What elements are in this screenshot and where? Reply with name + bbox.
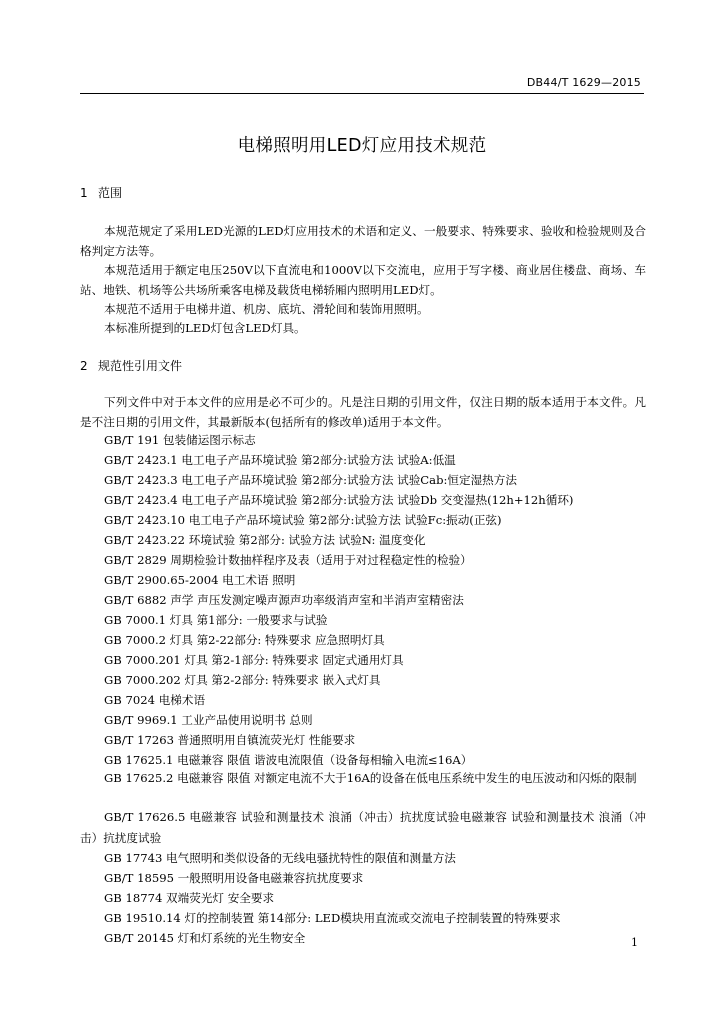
reference-item: GB 17743 电气照明和类似设备的无线电骚扰特性的限值和测量方法 — [104, 851, 456, 865]
section-1-paragraph: 本规范规定了采用LED光源的LED灯应用技术的术语和定义、一般要求、特殊要求、验收和检验规则及合格判定方法等。 — [80, 224, 646, 258]
reference-item: GB/T 191 包装储运图示标志 — [104, 433, 256, 447]
section-2-number: 2 — [80, 359, 88, 373]
reference-item-wrapped: GB 17625.2 电磁兼容 限值 对额定电流不大于16A的设备在低电压系统中发生的电压波动和闪烁的限制 — [104, 771, 637, 785]
reference-item-wrapped: GB/T 17626.5 电磁兼容 试验和测量技术 浪涌（冲击）抗扰度试验电磁兼容 试验和测量技术 浪涌（冲击）抗扰度试验 — [80, 810, 646, 845]
reference-item: GB 18774 双端荧光灯 安全要求 — [104, 891, 275, 905]
page-title: 电梯照明用LED灯应用技术规范 — [237, 136, 487, 156]
reference-item: GB/T 20145 灯和灯系统的光生物安全 — [104, 931, 306, 945]
reference-item: GB 19510.14 灯的控制装置 第14部分: LED模块用直流或交流电子控制装置的特殊要求 — [104, 911, 561, 925]
section-1-paragraph: 本标准所提到的LED灯包含LED灯具。 — [104, 321, 306, 335]
header-rule — [80, 93, 644, 94]
section-2-title: 规范性引用文件 — [98, 359, 183, 373]
reference-item: GB/T 2423.4 电工电子产品环境试验 第2部分:试验方法 试验Db 交变湿热(12h+12h循环) — [104, 493, 574, 507]
reference-item: GB/T 17263 普通照明用自镇流荧光灯 性能要求 — [104, 733, 356, 747]
section-1-paragraph: 本规范适用于额定电压250V以下直流电和1000V以下交流电，应用于写字楼、商业居住楼盘、商场、车站、地铁、机场等公共场所乘客电梯及载货电梯轿厢内照明用LED灯。 — [80, 263, 646, 297]
reference-item: GB/T 2423.22 环境试验 第2部分: 试验方法 试验N: 温度变化 — [104, 533, 426, 547]
reference-item: GB 7000.2 灯具 第2-22部分: 特殊要求 应急照明灯具 — [104, 633, 385, 647]
reference-item: GB 7000.202 灯具 第2-2部分: 特殊要求 嵌入式灯具 — [104, 673, 381, 687]
reference-item: GB/T 6882 声学 声压发测定噪声源声功率级消声室和半消声室精密法 — [104, 593, 464, 607]
section-1-number: 1 — [80, 186, 88, 200]
reference-item: GB/T 2423.3 电工电子产品环境试验 第2部分:试验方法 试验Cab:恒定湿热方法 — [104, 473, 517, 487]
section-1-paragraph: 本规范不适用于电梯井道、机房、底坑、滑轮间和装饰用照明。 — [104, 302, 429, 316]
reference-item: GB/T 9969.1 工业产品使用说明书 总则 — [104, 713, 313, 727]
standard-id: DB44/T 1629—2015 — [526, 76, 641, 89]
section-2-intro: 下列文件中对于本文件的应用是必不可少的。凡是注日期的引用文件，仅注日期的版本适用于本文件。凡是不注日期的引用文件，其最新版本(包括所有的修改单)适用于本文件。 — [80, 395, 646, 429]
reference-item: GB/T 2829 周期检验计数抽样程序及表（适用于对过程稳定性的检验） — [104, 553, 472, 567]
section-1-title: 范围 — [98, 186, 123, 200]
section-1-heading — [80, 184, 122, 201]
reference-item: GB 7024 电梯术语 — [104, 693, 206, 707]
reference-item: GB/T 2423.10 电工电子产品环境试验 第2部分:试验方法 试验Fc:振动(正弦) — [104, 513, 502, 527]
reference-item: GB 7000.1 灯具 第1部分: 一般要求与试验 — [104, 613, 328, 627]
page-number: 1 — [631, 936, 638, 949]
reference-item: GB/T 2423.1 电工电子产品环境试验 第2部分:试验方法 试验A:低温 — [104, 453, 456, 467]
section-2-heading — [80, 357, 182, 374]
reference-item: GB 17625.1 电磁兼容 限值 谐波电流限值（设备每相输入电流≤16A） — [104, 753, 473, 767]
reference-item: GB/T 2900.65-2004 电工术语 照明 — [104, 573, 296, 587]
reference-item: GB 7000.201 灯具 第2-1部分: 特殊要求 固定式通用灯具 — [104, 653, 404, 667]
reference-item: GB/T 18595 一般照明用设备电磁兼容抗扰度要求 — [104, 871, 364, 885]
